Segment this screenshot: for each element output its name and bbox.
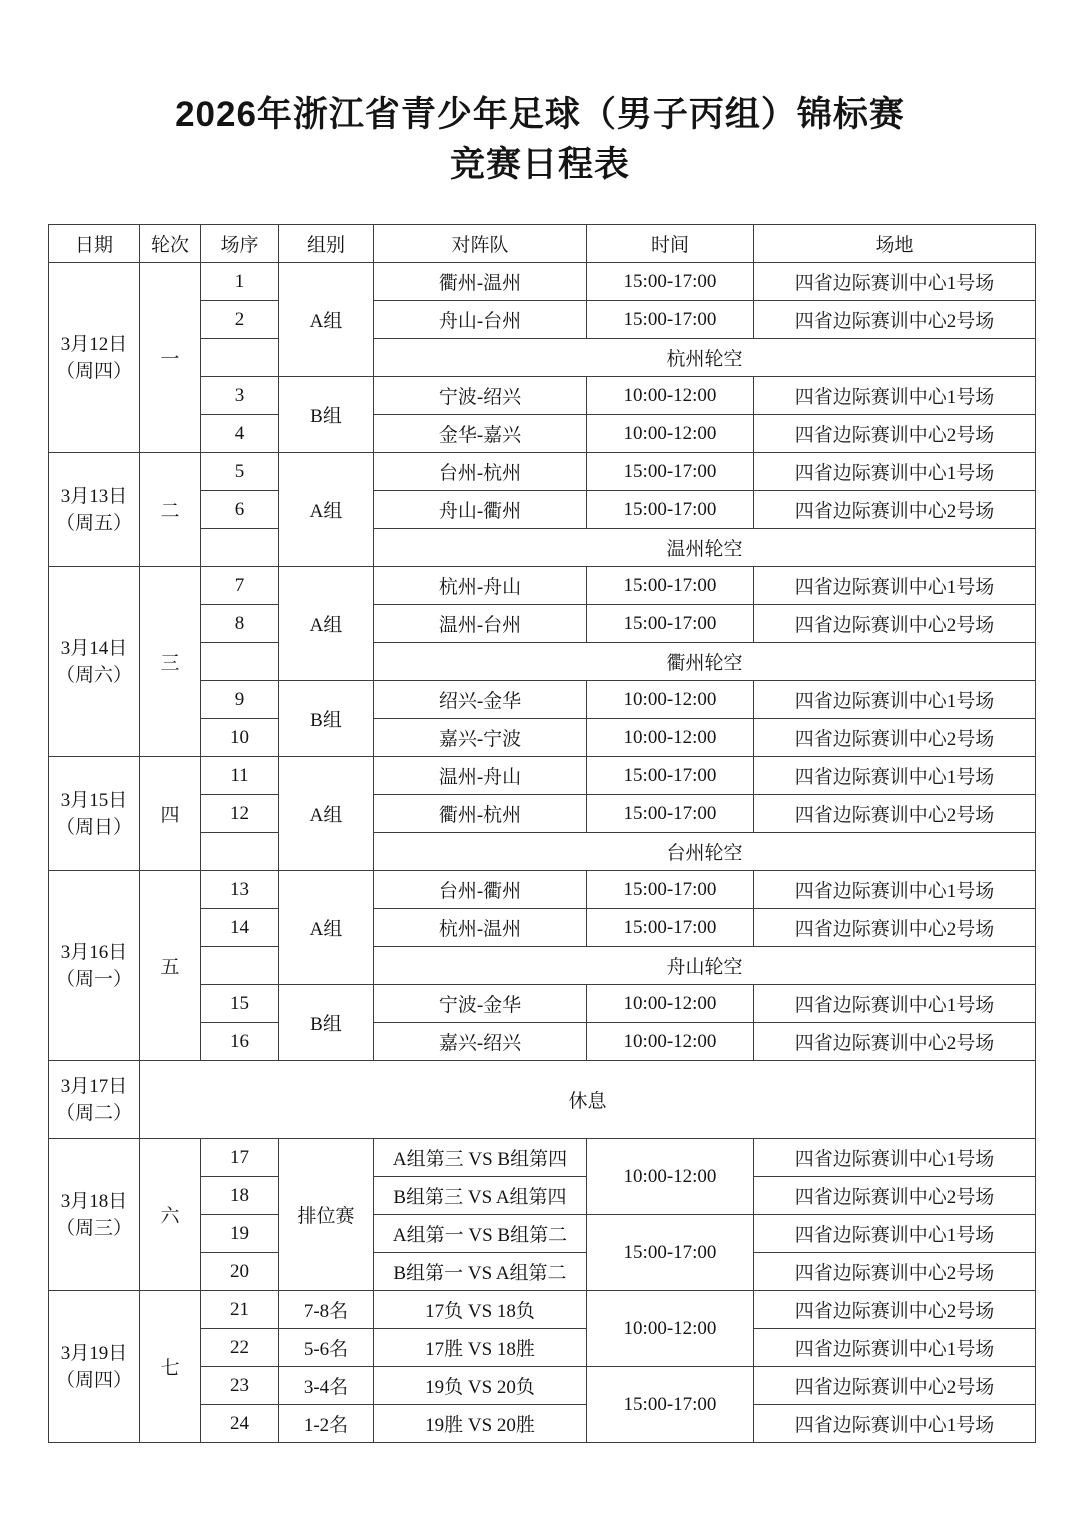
- rest-cell: 休息: [140, 1061, 1036, 1139]
- teams-cell: 舟山-台州: [374, 301, 587, 339]
- date-text: 3月17日: [60, 1075, 128, 1097]
- time-cell: 15:00-17:00: [587, 871, 754, 909]
- time-cell: 15:00-17:00: [587, 605, 754, 643]
- date-cell: [49, 453, 140, 567]
- teams-cell: 绍兴-金华: [374, 681, 587, 719]
- match-no-cell: 17: [201, 1139, 279, 1177]
- venue-cell: 四省边际赛训中心2号场: [754, 1023, 1036, 1061]
- date-cell: [49, 567, 140, 757]
- match-no-cell: 24: [201, 1405, 279, 1443]
- page-title: [0, 0, 1080, 190]
- date-cell: [49, 757, 140, 871]
- match-row: [49, 263, 1036, 301]
- teams-cell: 金华-嘉兴: [374, 415, 587, 453]
- date-cell: [49, 1139, 140, 1291]
- venue-cell: 四省边际赛训中心2号场: [754, 301, 1036, 339]
- round-cell: 三: [140, 567, 201, 757]
- col-header-group: 组别: [279, 225, 374, 263]
- match-no-cell: 15: [201, 985, 279, 1023]
- teams-cell: A组第三 VS B组第四: [374, 1139, 587, 1177]
- match-no-cell: 19: [201, 1215, 279, 1253]
- round-cell: 六: [140, 1139, 201, 1291]
- time-cell: 15:00-17:00: [587, 453, 754, 491]
- time-cell: 10:00-12:00: [587, 719, 754, 757]
- venue-cell: 四省边际赛训中心2号场: [754, 719, 1036, 757]
- time-cell: 15:00-17:00: [587, 301, 754, 339]
- match-no-cell: 1: [201, 263, 279, 301]
- match-no-cell: 9: [201, 681, 279, 719]
- teams-cell: 19胜 VS 20胜: [374, 1405, 587, 1443]
- match-row: [49, 871, 1036, 909]
- col-header-venue: 场地: [754, 225, 1036, 263]
- venue-cell: 四省边际赛训中心1号场: [754, 1405, 1036, 1443]
- time-cell: 10:00-12:00: [587, 681, 754, 719]
- bye-cell: 舟山轮空: [374, 947, 1036, 985]
- match-no-cell: 8: [201, 605, 279, 643]
- venue-cell: 四省边际赛训中心1号场: [754, 567, 1036, 605]
- time-cell: 15:00-17:00: [587, 567, 754, 605]
- page-title-line1: 2026年浙江省青少年足球（男子丙组）锦标赛: [175, 95, 905, 134]
- time-cell: 15:00-17:00: [587, 909, 754, 947]
- teams-cell: 温州-舟山: [374, 757, 587, 795]
- col-header-time: 时间: [587, 225, 754, 263]
- empty-match-no-cell: [201, 643, 279, 681]
- match-no-cell: 20: [201, 1253, 279, 1291]
- venue-cell: 四省边际赛训中心1号场: [754, 453, 1036, 491]
- match-row: [49, 757, 1036, 795]
- round-cell: 一: [140, 263, 201, 453]
- match-no-cell: 7: [201, 567, 279, 605]
- col-header-date: 日期: [49, 225, 140, 263]
- match-no-cell: 12: [201, 795, 279, 833]
- rest-row: [49, 1061, 1036, 1139]
- teams-cell: 宁波-金华: [374, 985, 587, 1023]
- match-no-cell: 3: [201, 377, 279, 415]
- date-text: 3月16日: [60, 941, 128, 963]
- date-text: 3月13日: [60, 485, 128, 507]
- time-cell: 10:00-12:00: [587, 1139, 754, 1215]
- teams-cell: 17负 VS 18负: [374, 1291, 587, 1329]
- round-cell: 五: [140, 871, 201, 1061]
- teams-cell: 温州-台州: [374, 605, 587, 643]
- venue-cell: 四省边际赛训中心1号场: [754, 871, 1036, 909]
- weekday-text: （周四）: [55, 1369, 132, 1391]
- date-text: 3月19日: [60, 1342, 128, 1364]
- venue-cell: 四省边际赛训中心1号场: [754, 1139, 1036, 1177]
- empty-match-no-cell: [201, 947, 279, 985]
- schedule-table: [48, 224, 1036, 1443]
- match-no-cell: 4: [201, 415, 279, 453]
- match-no-cell: 5: [201, 453, 279, 491]
- date-text: 3月18日: [60, 1190, 128, 1212]
- time-cell: 15:00-17:00: [587, 1367, 754, 1443]
- time-cell: 15:00-17:00: [587, 757, 754, 795]
- match-no-cell: 16: [201, 1023, 279, 1061]
- time-cell: 10:00-12:00: [587, 1023, 754, 1061]
- time-cell: 15:00-17:00: [587, 263, 754, 301]
- teams-cell: B组第一 VS A组第二: [374, 1253, 587, 1291]
- col-header-match-no: 场序: [201, 225, 279, 263]
- match-no-cell: 14: [201, 909, 279, 947]
- venue-cell: 四省边际赛训中心2号场: [754, 1367, 1036, 1405]
- time-cell: 15:00-17:00: [587, 1215, 754, 1291]
- time-cell: 10:00-12:00: [587, 377, 754, 415]
- teams-cell: 杭州-温州: [374, 909, 587, 947]
- teams-cell: 嘉兴-宁波: [374, 719, 587, 757]
- empty-match-no-cell: [201, 339, 279, 377]
- time-cell: 15:00-17:00: [587, 491, 754, 529]
- date-text: 3月12日: [60, 333, 128, 355]
- group-cell: B组: [279, 985, 374, 1061]
- date-cell: [49, 1061, 140, 1139]
- group-cell: A组: [279, 757, 374, 871]
- group-cell: 3-4名: [279, 1367, 374, 1405]
- venue-cell: 四省边际赛训中心2号场: [754, 491, 1036, 529]
- teams-cell: 衢州-杭州: [374, 795, 587, 833]
- group-cell: A组: [279, 453, 374, 567]
- empty-match-no-cell: [201, 529, 279, 567]
- group-cell: A组: [279, 567, 374, 681]
- match-no-cell: 11: [201, 757, 279, 795]
- match-no-cell: 22: [201, 1329, 279, 1367]
- date-text: 3月14日: [60, 637, 128, 659]
- match-no-cell: 21: [201, 1291, 279, 1329]
- teams-cell: 台州-杭州: [374, 453, 587, 491]
- teams-cell: A组第一 VS B组第二: [374, 1215, 587, 1253]
- venue-cell: 四省边际赛训中心1号场: [754, 377, 1036, 415]
- match-row: [49, 567, 1036, 605]
- venue-cell: 四省边际赛训中心2号场: [754, 795, 1036, 833]
- date-cell: [49, 1291, 140, 1443]
- venue-cell: 四省边际赛训中心1号场: [754, 263, 1036, 301]
- teams-cell: 杭州-舟山: [374, 567, 587, 605]
- venue-cell: 四省边际赛训中心2号场: [754, 1253, 1036, 1291]
- bye-cell: 温州轮空: [374, 529, 1036, 567]
- date-cell: [49, 263, 140, 453]
- time-cell: 10:00-12:00: [587, 1291, 754, 1367]
- group-cell: 5-6名: [279, 1329, 374, 1367]
- col-header-round: 轮次: [140, 225, 201, 263]
- venue-cell: 四省边际赛训中心1号场: [754, 1215, 1036, 1253]
- weekday-text: （周六）: [55, 664, 132, 686]
- bye-cell: 杭州轮空: [374, 339, 1036, 377]
- match-no-cell: 18: [201, 1177, 279, 1215]
- group-cell: A组: [279, 871, 374, 985]
- round-cell: 二: [140, 453, 201, 567]
- venue-cell: 四省边际赛训中心2号场: [754, 415, 1036, 453]
- teams-cell: 宁波-绍兴: [374, 377, 587, 415]
- match-no-cell: 23: [201, 1367, 279, 1405]
- group-cell: A组: [279, 263, 374, 377]
- match-no-cell: 2: [201, 301, 279, 339]
- venue-cell: 四省边际赛训中心1号场: [754, 757, 1036, 795]
- group-cell: B组: [279, 377, 374, 453]
- page-title-line2: 竞赛日程表: [449, 145, 630, 184]
- match-row: [49, 1291, 1036, 1329]
- venue-cell: 四省边际赛训中心2号场: [754, 605, 1036, 643]
- teams-cell: 嘉兴-绍兴: [374, 1023, 587, 1061]
- time-cell: 10:00-12:00: [587, 415, 754, 453]
- teams-cell: 衢州-温州: [374, 263, 587, 301]
- venue-cell: 四省边际赛训中心2号场: [754, 1291, 1036, 1329]
- weekday-text: （周四）: [55, 360, 132, 382]
- match-row: [49, 453, 1036, 491]
- bye-cell: 台州轮空: [374, 833, 1036, 871]
- teams-cell: 舟山-衢州: [374, 491, 587, 529]
- empty-match-no-cell: [201, 833, 279, 871]
- group-cell: B组: [279, 681, 374, 757]
- match-row: [49, 1139, 1036, 1177]
- venue-cell: 四省边际赛训中心1号场: [754, 1329, 1036, 1367]
- venue-cell: 四省边际赛训中心1号场: [754, 985, 1036, 1023]
- date-cell: [49, 871, 140, 1061]
- date-text: 3月15日: [60, 789, 128, 811]
- weekday-text: （周三）: [55, 1217, 132, 1239]
- match-no-cell: 13: [201, 871, 279, 909]
- bye-cell: 衢州轮空: [374, 643, 1036, 681]
- venue-cell: 四省边际赛训中心2号场: [754, 909, 1036, 947]
- match-no-cell: 6: [201, 491, 279, 529]
- group-cell: 1-2名: [279, 1405, 374, 1443]
- match-no-cell: 10: [201, 719, 279, 757]
- col-header-teams: 对阵队: [374, 225, 587, 263]
- weekday-text: （周二）: [55, 1102, 132, 1124]
- weekday-text: （周一）: [55, 968, 132, 990]
- venue-cell: 四省边际赛训中心2号场: [754, 1177, 1036, 1215]
- round-cell: 七: [140, 1291, 201, 1443]
- teams-cell: 19负 VS 20负: [374, 1367, 587, 1405]
- teams-cell: B组第三 VS A组第四: [374, 1177, 587, 1215]
- time-cell: 15:00-17:00: [587, 795, 754, 833]
- round-cell: 四: [140, 757, 201, 871]
- time-cell: 10:00-12:00: [587, 985, 754, 1023]
- teams-cell: 台州-衢州: [374, 871, 587, 909]
- weekday-text: （周日）: [55, 816, 132, 838]
- venue-cell: 四省边际赛训中心1号场: [754, 681, 1036, 719]
- teams-cell: 17胜 VS 18胜: [374, 1329, 587, 1367]
- header-row: [49, 225, 1036, 263]
- group-cell: 7-8名: [279, 1291, 374, 1329]
- group-cell: 排位赛: [279, 1139, 374, 1291]
- weekday-text: （周五）: [55, 512, 132, 534]
